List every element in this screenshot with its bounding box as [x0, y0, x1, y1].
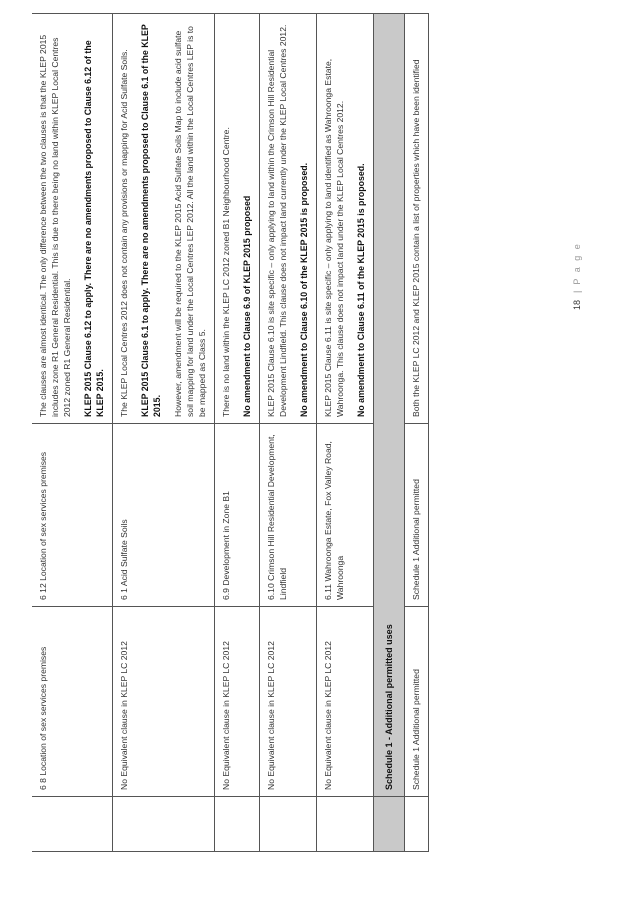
row-blank-cell — [113, 797, 215, 852]
table-row — [215, 14, 260, 852]
comment-recommendation: No amendment to Clause 6.10 of the KLEP 2015 is proposed. — [299, 162, 309, 417]
klep-lc-clause-cell: 6 8 Location of sex services premises — [32, 607, 113, 797]
comment-cell — [215, 14, 260, 424]
comment-recommendation: No amendment to Clause 6.11 of the KLEP 2015 is proposed. — [356, 163, 366, 417]
row-blank-cell — [405, 797, 429, 852]
comment-paragraph: KLEP 2015 Clause 6.10 is site specific – only applying to land within the Crimson Hill Residential Development Lindfield. This clause does not impact land currently under the KLEP Local Centres 2012. — [266, 24, 288, 417]
comment-recommendation: KLEP 2015 Clause 6.12 to apply. There are no amendments proposed to Clause 6.12 of the KLEP 2015. — [83, 40, 105, 417]
page-number: 18 — [572, 299, 582, 310]
comment-paragraph: However, amendment will be required to the KLEP 2015 Acid Sulfate Soils Map to include acid sulfate soil mapping for land under the Local Centres LEP 2012. All the land within the Local Centres LEP is to be mapped as Class 5. — [173, 26, 207, 417]
table-row — [32, 14, 113, 852]
comparison-table — [32, 13, 429, 852]
klep-lc-clause-cell: No Equivalent clause in KLEP LC 2012 — [215, 607, 260, 797]
comment-cell: Both the KLEP LC 2012 and KLEP 2015 contain a list of properties which have been identified — [405, 14, 429, 424]
klep-2015-clause-cell: Schedule 1 Additional permitted — [405, 424, 429, 607]
comment-paragraph: There is no land within the KLEP LC 2012 zoned B1 Neighbourhood Centre. — [221, 127, 231, 417]
klep-2015-clause-cell: 6 1 Acid Sulfate Soils — [113, 424, 215, 607]
rotated-page — [32, 14, 572, 852]
klep-2015-clause-cell: 6.9 Development in Zone B1 — [215, 424, 260, 607]
comment-recommendation: KLEP 2015 Clause 6.1 to apply. There are no amendments proposed to Clause 6.1 of the KLEP 2015. — [140, 24, 162, 417]
table-row — [405, 14, 429, 852]
klep-2015-clause-cell: 6.10 Crimson Hill Residential Development, Lindfield — [260, 424, 317, 607]
comment-paragraph: KLEP 2015 Clause 6.11 is site specific – only applying to land identified as Wahroonga Estate, Wahroonga. This clause does not impact land under the KLEP Local Centres 2012. — [323, 58, 345, 417]
comment-cell — [113, 14, 215, 424]
table-row — [113, 14, 215, 852]
klep-2015-clause-cell: 6 12 Location of sex services premises — [32, 424, 113, 607]
row-blank-cell — [215, 797, 260, 852]
comment-cell — [317, 14, 374, 424]
klep-2015-clause-cell: 6.11 Wahroonga Estate, Fox Valley Road, Wahroonga — [317, 424, 374, 607]
page-footer-label: P a g e — [572, 242, 582, 285]
comment-recommendation: No amendment to Clause 6.9 of KLEP 2015 proposed — [242, 195, 252, 417]
section-header: Schedule 1 - Additional permitted uses — [374, 14, 405, 797]
row-blank-cell — [317, 797, 374, 852]
klep-lc-clause-cell: No Equivalent clause in KLEP LC 2012 — [113, 607, 215, 797]
page-footer-separator: | — [572, 291, 582, 294]
table-row — [317, 14, 374, 852]
row-blank-cell — [32, 797, 113, 852]
comment-cell — [260, 14, 317, 424]
comment-paragraph: The clauses are almost identical. The only difference between the two clauses is that the KLEP 2015 includes zone R1 General Residential. This is due to there being no land within KLEP Local Centres 2012 zoned R1 General Residential. — [38, 34, 72, 417]
comment-cell — [32, 14, 113, 424]
klep-lc-clause-cell: No Equivalent clause in KLEP LC 2012 — [260, 607, 317, 797]
klep-lc-clause-cell: Schedule 1 Additional permitted — [405, 607, 429, 797]
table-row — [260, 14, 317, 852]
page-footer — [572, 10, 596, 310]
section-header-row — [374, 14, 405, 852]
comment-paragraph: The KLEP Local Centres 2012 does not contain any provisions or mapping for Acid Sulfate Soils. — [119, 49, 129, 417]
row-blank-cell — [374, 797, 405, 852]
klep-lc-clause-cell: No Equivalent clause in KLEP LC 2012 — [317, 607, 374, 797]
row-blank-cell — [260, 797, 317, 852]
